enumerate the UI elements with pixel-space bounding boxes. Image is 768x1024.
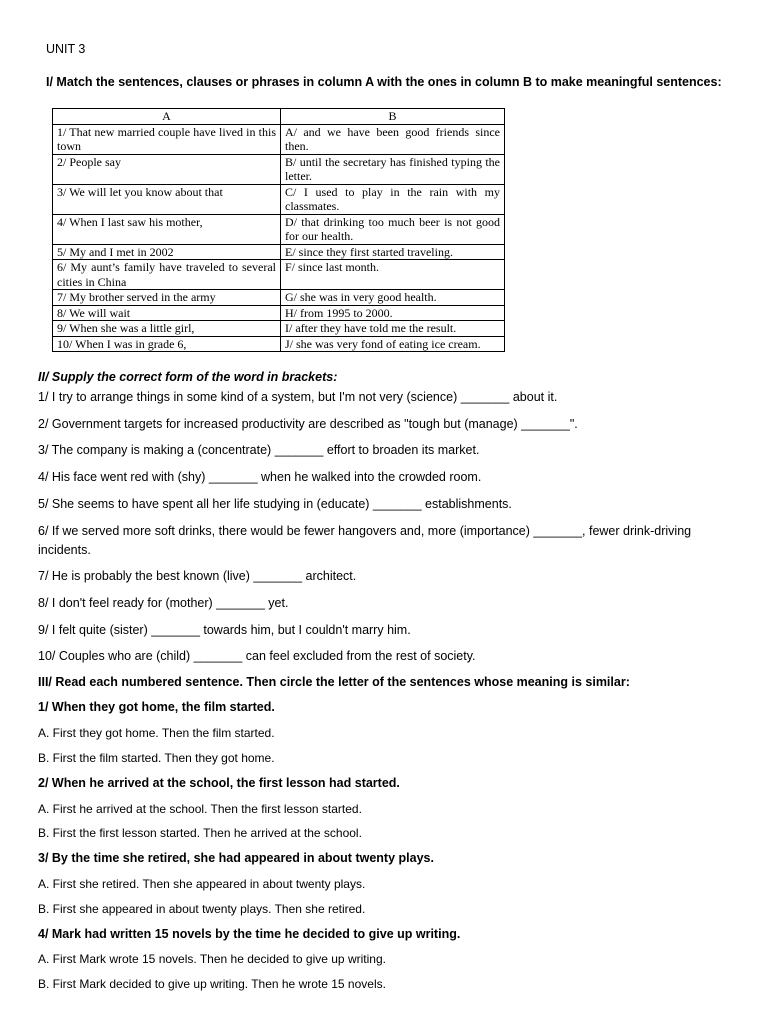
- answer-option: B. First Mark decided to give up writing. Then he wrote 15 novels.: [38, 977, 386, 991]
- column-a-cell: 2/ People say: [53, 154, 281, 184]
- answer-option: B. First the first lesson started. Then he arrived at the school.: [38, 826, 362, 840]
- column-b-cell: F/ since last month.: [281, 260, 505, 290]
- answer-option: B. First the film started. Then they got home.: [38, 751, 275, 765]
- exercise-item: 1/ I try to arrange things in some kind of a system, but I'm not very (science) _______ about it.: [38, 390, 558, 404]
- table-row: [53, 305, 505, 321]
- column-a-cell: 10/ When I was in grade 6,: [53, 336, 281, 352]
- answer-option: A. First they got home. Then the film started.: [38, 726, 275, 740]
- column-a-cell: 8/ We will wait: [53, 305, 281, 321]
- question-stem: 2/ When he arrived at the school, the first lesson had started.: [38, 776, 400, 790]
- answer-option: B. First she appeared in about twenty plays. Then she retired.: [38, 902, 366, 916]
- table-row: [53, 336, 505, 352]
- column-a-cell: 9/ When she was a little girl,: [53, 321, 281, 337]
- exercise-item: 3/ The company is making a (concentrate) _______ effort to broaden its market.: [38, 443, 480, 457]
- answer-option: A. First she retired. Then she appeared in about twenty plays.: [38, 877, 366, 891]
- column-b-cell: H/ from 1995 to 2000.: [281, 305, 505, 321]
- question-stem: 4/ Mark had written 15 novels by the time he decided to give up writing.: [38, 927, 461, 941]
- table-row: [53, 260, 505, 290]
- exercise-item: 6/ If we served more soft drinks, there would be fewer hangovers and, more (importance) _______, fewer drink-driving incidents.: [38, 524, 692, 557]
- column-b-cell: G/ she was in very good health.: [281, 290, 505, 306]
- column-a-cell: 7/ My brother served in the army: [53, 290, 281, 306]
- table-row: [53, 321, 505, 337]
- exercise-item: 2/ Government targets for increased productivity are described as "tough but (manage) _______".: [38, 417, 578, 431]
- exercise-item: 7/ He is probably the best known (live) _______ architect.: [38, 569, 357, 583]
- column-b-cell: C/ I used to play in the rain with my classmates.: [281, 184, 505, 214]
- column-b-header: B: [281, 109, 505, 125]
- exercise-item: 8/ I don't feel ready for (mother) _______ yet.: [38, 596, 289, 610]
- column-b-cell: B/ until the secretary has finished typing the letter.: [281, 154, 505, 184]
- column-b-cell: A/ and we have been good friends since then.: [281, 124, 505, 154]
- section-1-instruction: I/ Match the sentences, clauses or phrases in column A with the ones in column B to make meaningful sentences:: [46, 75, 722, 89]
- question-stem: 3/ By the time she retired, she had appeared in about twenty plays.: [38, 851, 434, 865]
- column-a-header: A: [53, 109, 281, 125]
- matching-table: [52, 108, 505, 352]
- column-a-cell: 1/ That new married couple have lived in this town: [53, 124, 281, 154]
- answer-option: A. First he arrived at the school. Then the first lesson started.: [38, 802, 362, 816]
- column-a-cell: 3/ We will let you know about that: [53, 184, 281, 214]
- exercise-item: 10/ Couples who are (child) _______ can feel excluded from the rest of society.: [38, 649, 476, 663]
- table-row: [53, 214, 505, 244]
- column-a-cell: 4/ When I last saw his mother,: [53, 214, 281, 244]
- table-row: [53, 154, 505, 184]
- table-header-row: [53, 109, 505, 125]
- column-b-cell: E/ since they first started traveling.: [281, 244, 505, 260]
- column-b-cell: I/ after they have told me the result.: [281, 321, 505, 337]
- column-b-cell: D/ that drinking too much beer is not good for our health.: [281, 214, 505, 244]
- column-a-cell: 5/ My and I met in 2002: [53, 244, 281, 260]
- section-3-heading: III/ Read each numbered sentence. Then circle the letter of the sentences whose meaning is similar:: [38, 675, 630, 689]
- exercise-item: 9/ I felt quite (sister) _______ towards him, but I couldn't marry him.: [38, 623, 411, 637]
- exercise-item: 4/ His face went red with (shy) _______ when he walked into the crowded room.: [38, 470, 482, 484]
- answer-option: A. First Mark wrote 15 novels. Then he decided to give up writing.: [38, 952, 386, 966]
- column-a-cell: 6/ My aunt’s family have traveled to several cities in China: [53, 260, 281, 290]
- column-b-cell: J/ she was very fond of eating ice cream.: [281, 336, 505, 352]
- question-stem: 1/ When they got home, the film started.: [38, 700, 275, 714]
- table-row: [53, 244, 505, 260]
- exercise-item: 5/ She seems to have spent all her life studying in (educate) _______ establishments.: [38, 497, 512, 511]
- table-row: [53, 290, 505, 306]
- table-row: [53, 184, 505, 214]
- table-row: [53, 124, 505, 154]
- section-2-heading: II/ Supply the correct form of the word in brackets:: [38, 370, 338, 384]
- unit-title: UNIT 3: [46, 42, 86, 56]
